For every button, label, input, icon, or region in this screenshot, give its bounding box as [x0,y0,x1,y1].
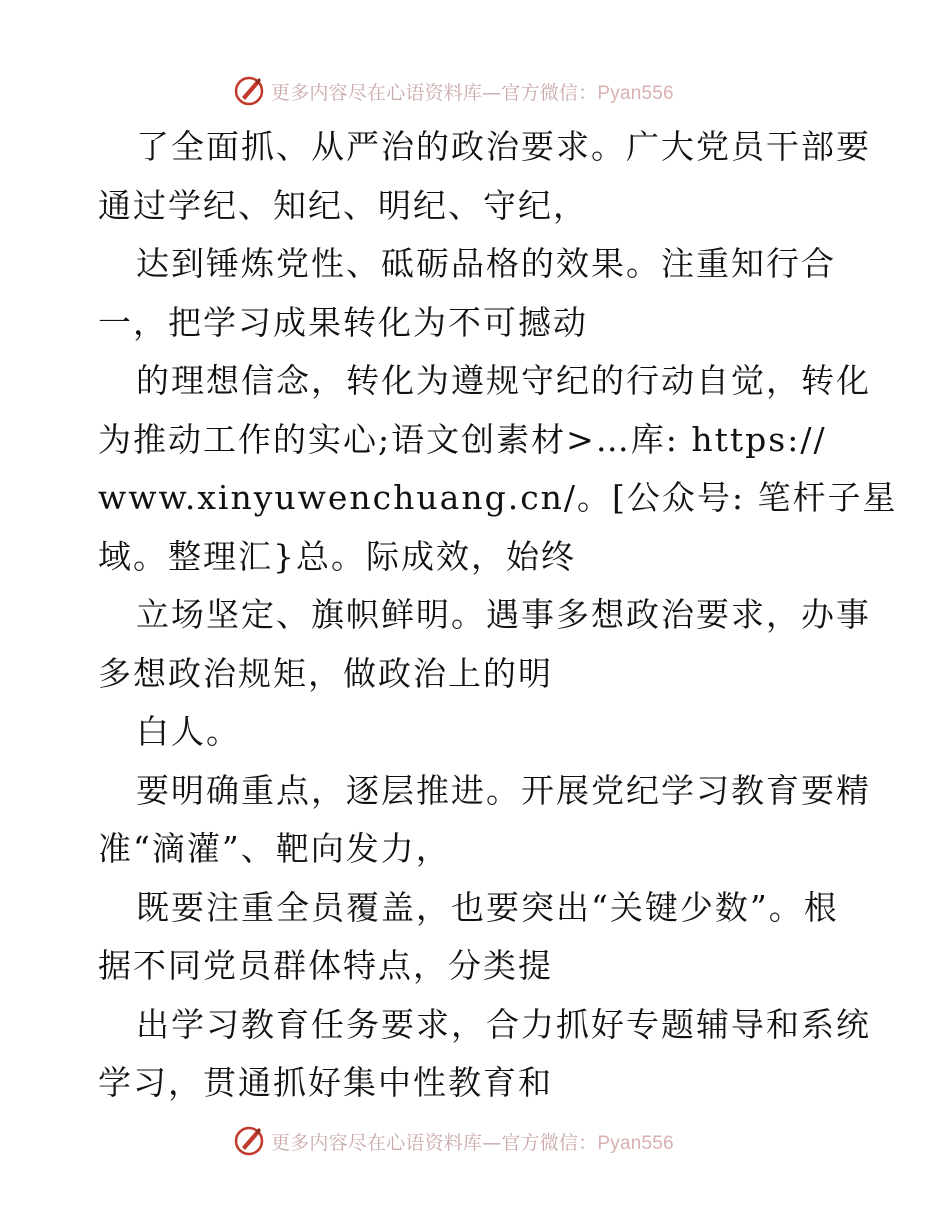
header-watermark-banner [0,72,950,112]
paragraph [98,762,871,879]
text-line: 为推动工作的实心;语文创素材>…库: https:// [98,419,827,459]
text-line: 通过学纪、知纪、明纪、守纪， [98,185,588,225]
text-line: 学习，贯通抓好集中性教育和 [98,1063,553,1102]
wechat-id: Pyan556 [597,1133,674,1154]
footer-watermark-banner [0,1122,950,1162]
paragraph [98,118,871,235]
banner-text: 更多内容尽在心语资料库—官方微信：Pyan556 [271,82,674,104]
text-line: 了全面抓、从严治的政治要求。广大党员干部要 [136,127,871,166]
paragraph [98,703,858,762]
text-line: 白人。 [136,712,241,751]
text-line: www.xinyuwenchuang.cn/。[公众号: 笔杆子星 [98,478,898,517]
banner-text: 更多内容尽在心语资料库—官方微信：Pyan556 [271,1132,674,1154]
paragraph [98,352,898,586]
text-line: 准“滴灌”、靶向发力， [98,829,451,868]
text-line: 的理想信念，转化为遵规守纪的行动自觉，转化 [136,361,871,400]
paragraph [98,586,871,703]
text-line: 要明确重点，逐层推进。开展党纪学习教育要精 [136,770,871,810]
paragraph [98,235,858,352]
document-body [98,118,898,1113]
text-line: 域。整理汇}总。际成效，始终 [98,536,576,576]
text-line: 立场坚定、旗帜鲜明。遇事多想政治要求，办事 [136,595,871,634]
wechat-id: Pyan556 [597,83,674,104]
paragraph [98,879,858,996]
text-line: 据不同党员群体特点，分类提 [98,946,553,985]
paragraph [98,996,871,1113]
pen-seal-logo-icon [233,74,265,106]
text-line: 出学习教育任务要求，合力抓好专题辅导和系统 [136,1004,871,1044]
text-line: 一，把学习成果转化为不可撼动 [98,302,588,342]
text-line: 达到锤炼党性、砥砺品格的效果。注重知行合 [136,244,836,283]
text-line: 多想政治规矩，做政治上的明 [98,653,553,693]
text-line: 既要注重全员覆盖，也要突出“关键少数”。根 [136,887,839,927]
pen-seal-logo-icon [233,1124,265,1156]
